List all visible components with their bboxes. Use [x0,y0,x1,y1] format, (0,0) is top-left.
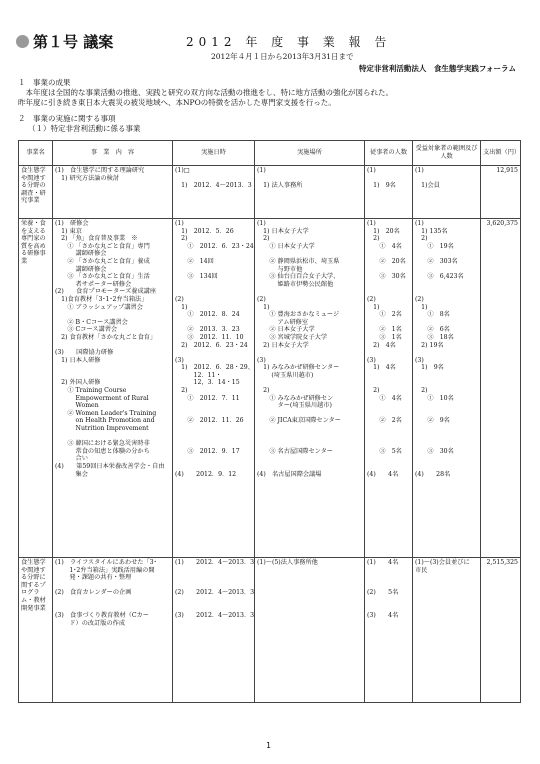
cell-place: (1) 1) 法人事務所 [255,166,365,219]
section1-body-line2: 昨年度に引き続き東日本大震災の被災地域へ、本NPOの特徴を活かした専門家支援を行った。 [18,98,336,107]
cell-target: (1) 1) 135名 2) ① 19名 ② 303名 ③ 6,423名 (2) 1) ① 8名 ② 6名 ③ 18名 2) 19名 (3) 1) 9名 2) ① 10名 ② 9名 ③ 30名 (4) 28名 [413,219,481,558]
col-header-amount: 支出額（円） [481,141,521,166]
col-header-staff: 従事者の人数 [365,141,413,166]
col-header-place: 実施場所 [255,141,365,166]
bullet-circle-icon [16,35,29,48]
agenda-label [16,31,113,52]
cell-content: (1) ライフスタイルにあわせた「3･ 1･2弁当箱法」実践活用編の開 発・課題の共有・整理 (2) 食育カレンダーの企画 (3) 食事づくり教育教材（Cカー ド）の改訂版の作成 [53,558,173,703]
cell-content: (1) 食生態学に関する理論研究 1) 研究方法論の検討 [53,166,173,219]
cell-amount: 3,620,375 [481,219,521,558]
cell-project-name: 食生態学や関連する分野に関するプログラム・教材開発事業 [19,558,53,703]
cell-date: (1) 1) 2012．5．26 2) ① 2012．6．23・24 ② 14回 ③ 134回 (2) 1) ① 2012．8．24 ② 2013．3．23 ③ 2012．11．10 2) 2012．6．23・24 (3) 1) 2012．6．28・29、 12．11・ 12，3．14・15 2) ① 2012．7．11 ② 2012．11．26 ③ 2012．9．17 (4) 2012．9．12 [173,219,255,558]
section1-heading: １ 事業の成果 [18,78,71,87]
cell-date: (1) 2012．4～2013．3 (2) 2012．4～2013．3 (3) 2012．4～2013．3 [173,558,255,703]
agenda-label-text: 第１号 議案 [33,33,114,51]
cell-project-name: 食生態学や関連する分野の調査・研究事業 [19,166,53,219]
table-header-row [19,141,521,166]
col-header-date: 実施日時 [173,141,255,166]
col-header-project: 事業名 [19,141,53,166]
table-row [19,166,521,219]
section2-subheading: （１）特定非営利活動に係る事業 [28,124,141,133]
col-header-content: 事 業 内 容 [53,141,173,166]
activity-table [18,140,521,703]
report-period: 2012年４月１日から2013年3月31日まで [211,52,354,61]
page-number: 1 [266,741,272,750]
report-title: 2012 年 度 事 業 報 告 [186,35,392,49]
cell-target: (1)～(3)会員並びに 市民 [413,558,481,703]
section2-heading: ２ 事業の実施に関する事項 [18,114,116,123]
cell-place: (1)～(5)法人事務所他 [255,558,365,703]
col-header-target: 受益対象者の範囲及び人数 [413,141,481,166]
cell-staff: (1) 1) 9名 [365,166,413,219]
cell-target: (1) 1)会員 [413,166,481,219]
table-row [19,219,521,558]
cell-date: (1)□ 1) 2012．4～2013．3 [173,166,255,219]
cell-place: (1) 1) 日本女子大学 2) ① 日本女子大学 ② 静岡県浜松市、埼玉県 与野市他 ③ 仙台白百合女子大学、 姫路市伊勢公民館他 (2) 1) ① 豊海おさかなミュージ アム研修室 ② 日本女子大学 ③ 宮城学院女子大学 2) 日本女子大学 (3) 1) みなみかぜ研修センター (埼玉県川越市) 2) ① みなみかぜ研修セン ター(埼玉県川越市) ② JICA東京国際センター ③ 名古屋国際センター (4) 名古屋国際会議場 [255,219,365,558]
organization-name: 特定非営利活動法人 食生態学実践フォーラム [358,64,516,73]
cell-amount: 12,915 [481,166,521,219]
cell-amount: 2,515,325 [481,558,521,703]
table-row [19,558,521,703]
cell-project-name: 栄養・食を支える専門家の質を高める研修事業 [19,219,53,558]
section1-body-line1: 本年度は全国的な事業活動の推進、実践と研究の双方向な活動の推進をし、特に地方活動の強化が図られた。 [18,88,393,97]
cell-staff: (1) 1) 20名 2) ① 4名 ② 20名 ③ 30名 (2) 1) ① 2名 ② 1名 ③ 1名 2) 4名 (3) 1) 4名 2) ① 4名 ② 2名 ③ 5名 (4) 4名 [365,219,413,558]
cell-staff: (1) 4名 (2) 5名 (3) 4名 [365,558,413,703]
cell-content: (1) 研修会 1) 東京 2) 「魚」食育普及事業 ※ ① 「さかな丸ごと食育」専門 講師研修会 ② 「さかな丸ごと食育」養成 講師研修会 ③ 「さかな丸ごと食育」生活 者サポーター研修会 (2) 食育プロモーターズ養成講座 1)食育教材「3･1･2弁当箱法」 ① ブラッシュアップ講習会 ② B・Cコース講習会 ③ Cコース講習会 2) 食育教材「さかな丸ごと食育」 (3) 国際協力研修 1) 日本人研修 2) 外国人研修 ① Training Course Empowerment of Rural Women ② Women Leader's Training on Health Promotion and Nutrition Improvement ③ 韓国における緊急災害時非 常食の知恵と体験の分かち 合い (4) 第59回日本栄養改善学会・自由 集会 [53,219,173,558]
